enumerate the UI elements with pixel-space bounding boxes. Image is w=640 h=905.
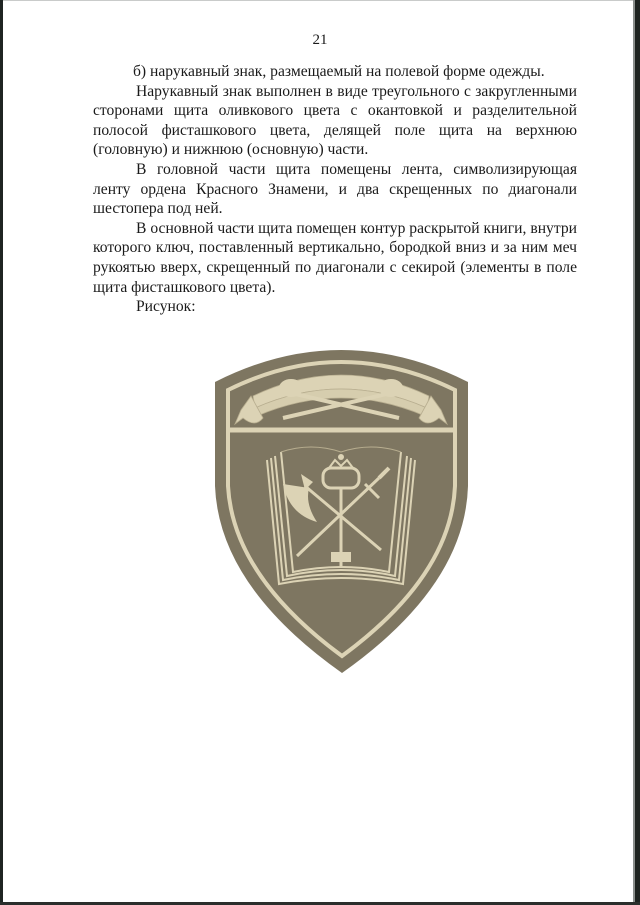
paragraph-figure-label: Рисунок: [136, 298, 196, 316]
paragraph-main-part: В основной части щита помещен контур раскрытой книги, внутри которого ключ, поставленный вертикально, бородкой вниз и за ним меч рукоятью вверх, скрещенный по диагонали с секирой (элементы в поле щита фисташкового цвета). [93, 219, 577, 296]
document-body [93, 62, 577, 317]
scan-edge-top [0, 0, 640, 1]
sleeve-insignia-figure [213, 336, 470, 676]
paragraph-head-part: В головной части щита помещены лента, символизирующая ленту ордена Красного Знамени, и два скрещенных по диагонали шестопера под ней. [93, 160, 577, 218]
page-number: 21 [312, 32, 328, 48]
paragraph-item-b: б) нарукавный знак, размещаемый на полевой форме одежды. [133, 63, 545, 80]
shield-icon [213, 336, 470, 676]
paragraph-shield-description: Нарукавный знак выполнен в виде треугольного с закругленными сторонами щита оливкового цвета с окантовкой и разделительной полосой фисташкового цвета, делящей поле щита на верхнюю (головную) и нижнюю (основную) части. [93, 82, 577, 159]
scan-edge-left [0, 0, 3, 905]
scan-edge-right [635, 0, 640, 905]
